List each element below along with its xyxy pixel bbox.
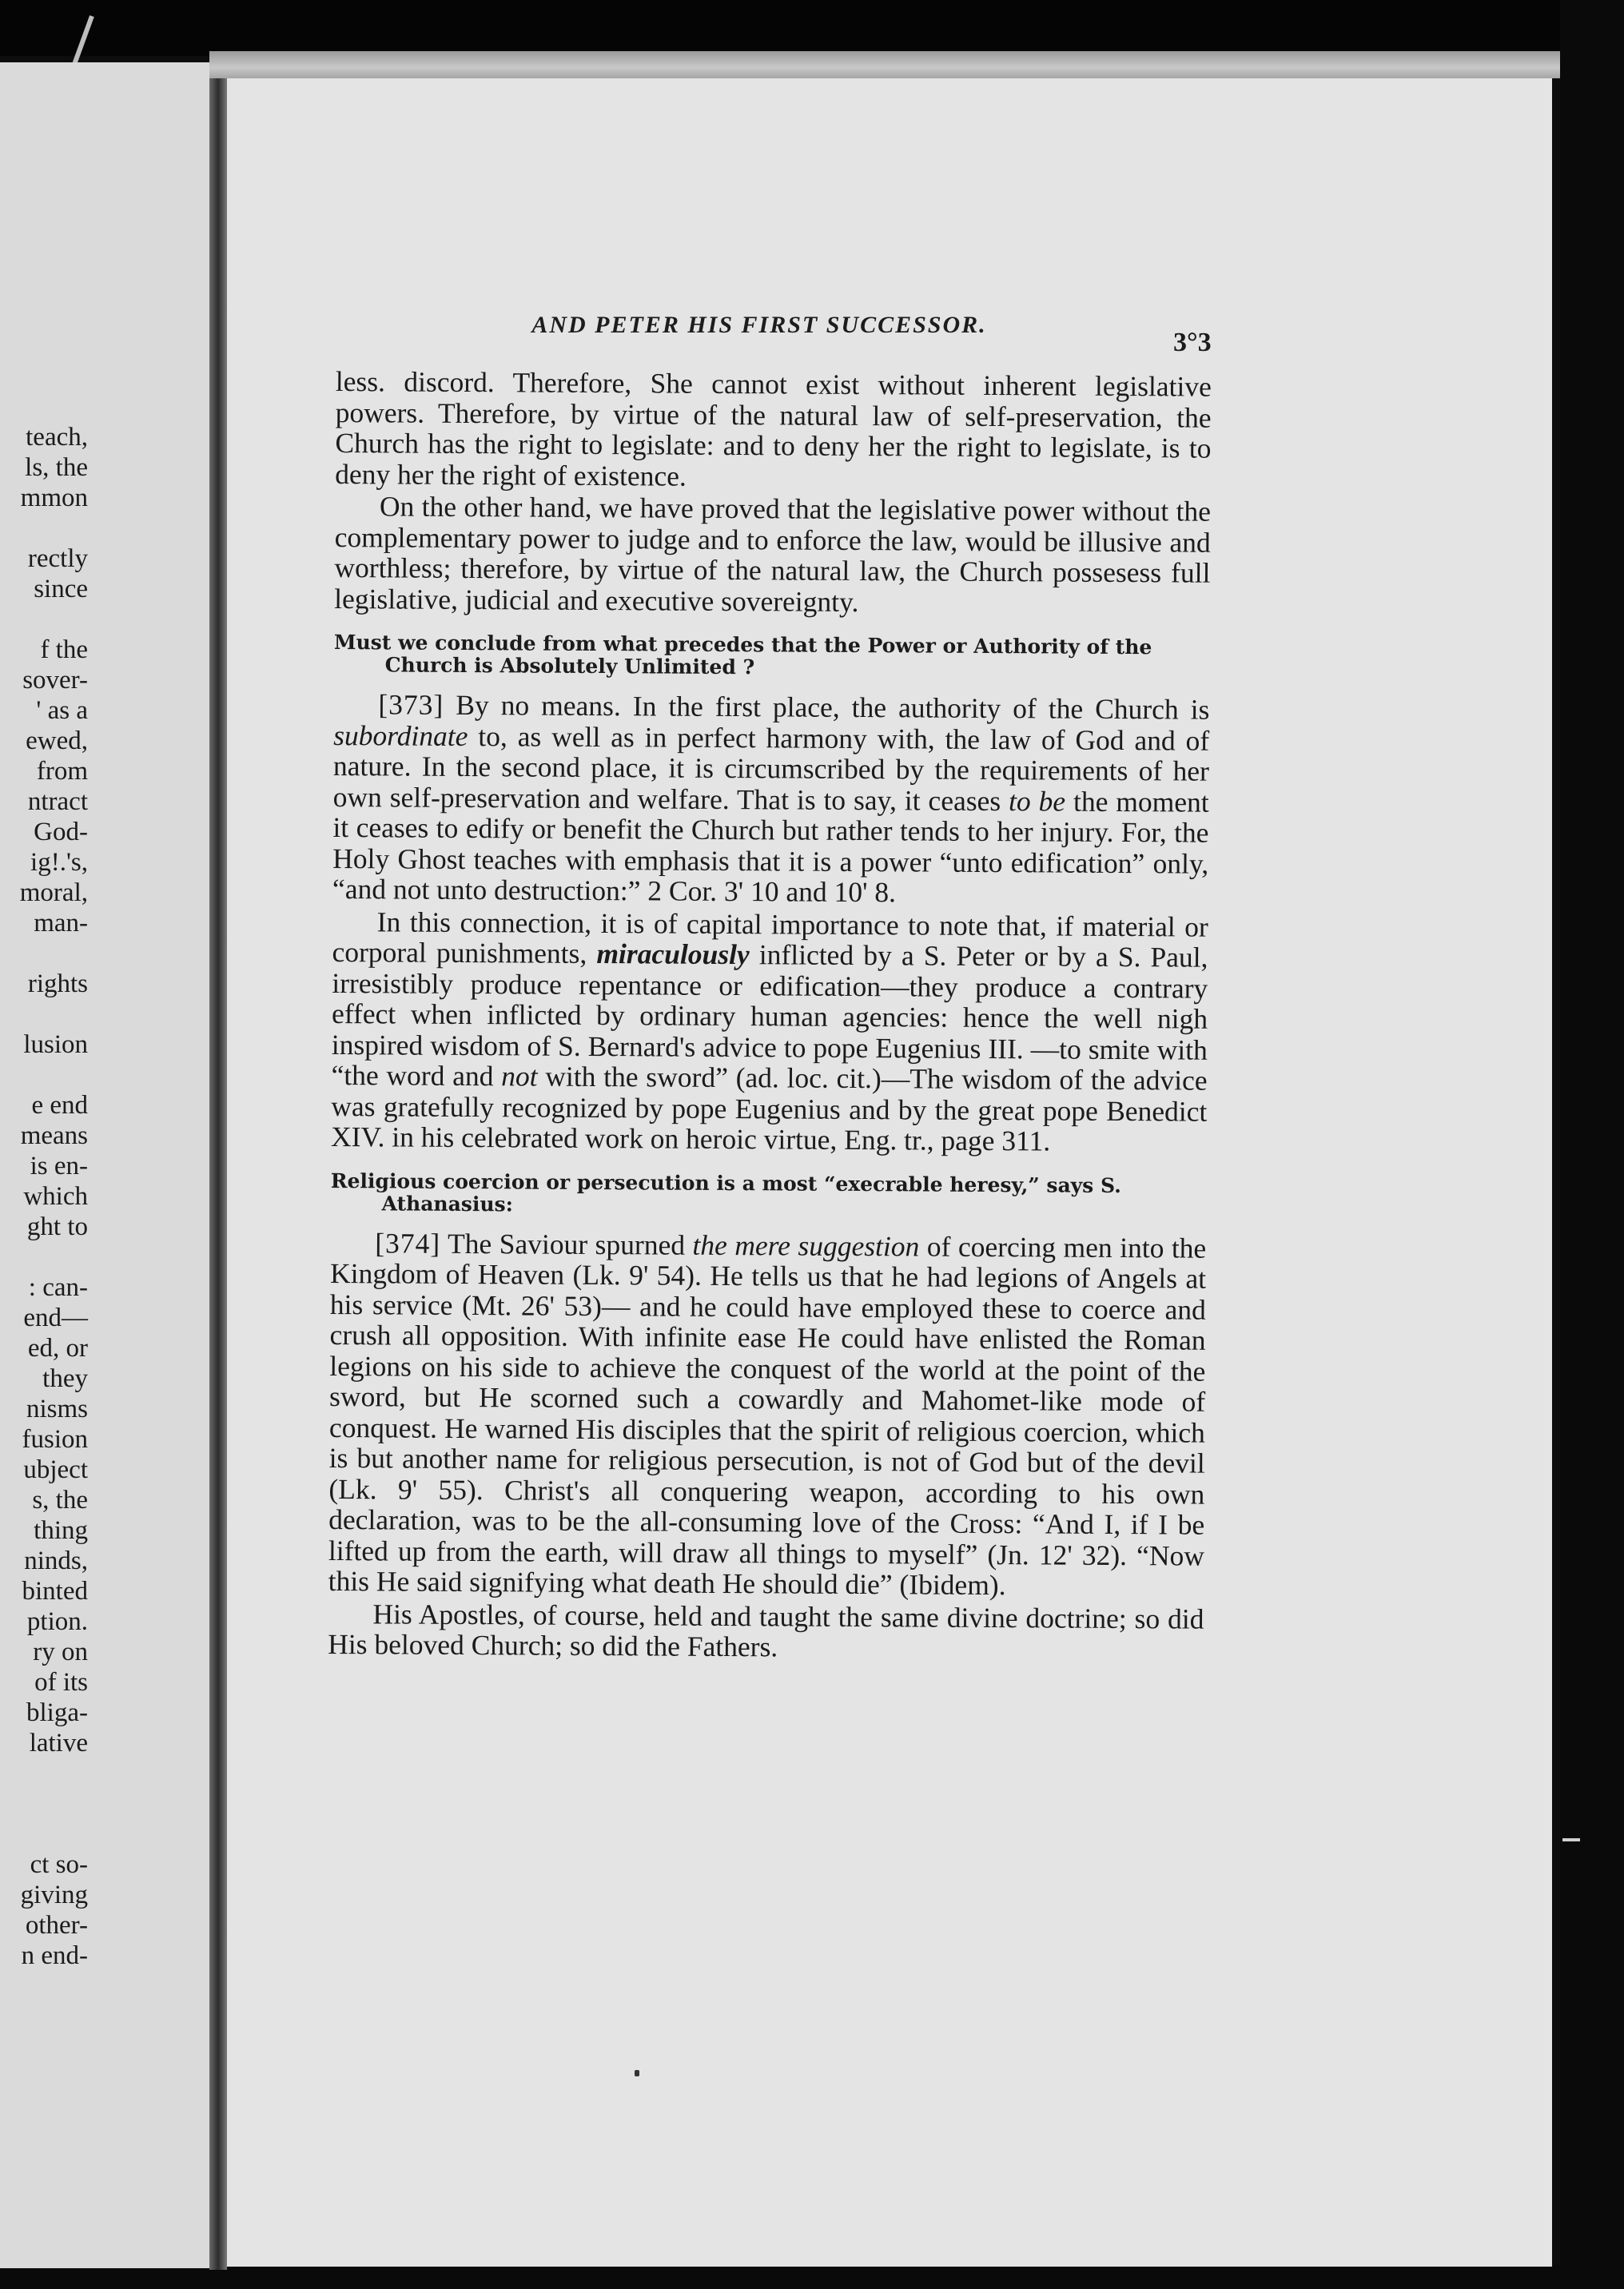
scan-top-border xyxy=(0,0,1624,56)
previous-page-line: ght to xyxy=(26,1212,88,1241)
previous-page-line: thing xyxy=(34,1516,88,1545)
paragraph: less. discord. Therefore, She cannot exist without inherent legislative powers. Therefore, by virtue of the natural law of self-preservation, the Church has the right to legislate: and to deny her the right to legislate, is to deny her the right of existence. xyxy=(335,365,1212,492)
ink-speck xyxy=(635,2070,639,2076)
paragraph-number: [373] xyxy=(378,688,444,721)
previous-page-line: mmon xyxy=(20,484,88,512)
paragraph xyxy=(332,689,1210,910)
previous-page-line: which xyxy=(23,1182,88,1211)
previous-page-line: rectly xyxy=(27,544,88,573)
previous-page-line: God- xyxy=(34,818,88,846)
previous-page-line: fusion xyxy=(22,1425,88,1454)
previous-page-line: man- xyxy=(34,909,88,937)
book-gutter xyxy=(209,72,227,2270)
previous-page-line: ed, or xyxy=(27,1334,88,1363)
running-head: AND PETER HIS FIRST SUCCESSOR. xyxy=(531,312,987,338)
emphasis: subordinate xyxy=(333,719,468,752)
previous-page xyxy=(0,62,222,2268)
previous-page-line: ig!.'s, xyxy=(30,848,88,877)
page-top-edge xyxy=(209,51,1560,78)
previous-page-line: end— xyxy=(23,1304,88,1332)
text-run: In this connection, it is of capital importance to note that, if material or corporal punishments, xyxy=(332,905,1208,970)
previous-page-line: moral, xyxy=(19,878,88,907)
previous-page-line: ption. xyxy=(26,1607,88,1636)
previous-page-line: teach, xyxy=(26,423,88,452)
previous-page-line xyxy=(0,513,88,543)
emphasis: to be xyxy=(1008,784,1066,818)
previous-page-line xyxy=(0,1819,88,1849)
previous-page-line: lative xyxy=(29,1729,88,1758)
text-run: the moment it ceases to edify or benefit the Church but rather tends to her injury. For, the Holy Ghost teaches with emphasis that it is a power “unto edification” only, “and not unto destruction:” 2 Cor. 3' 10 and 10' 8. xyxy=(332,785,1209,909)
previous-page-line xyxy=(0,1758,88,1789)
previous-page-line: : can- xyxy=(28,1273,88,1302)
previous-page-line: sover- xyxy=(22,666,88,695)
previous-page-line: lusion xyxy=(23,1030,88,1059)
previous-page-line xyxy=(0,1242,88,1272)
page-number: 3°3 xyxy=(1173,328,1212,357)
previous-page-text xyxy=(0,422,88,1971)
previous-page-line: ry on xyxy=(33,1638,88,1666)
emphasis: not xyxy=(501,1060,538,1093)
previous-page-line: they xyxy=(42,1364,88,1393)
previous-page-line: nisms xyxy=(26,1395,88,1423)
paragraph xyxy=(328,1227,1207,1602)
previous-page-line: f the xyxy=(40,635,88,664)
previous-page-line: ntract xyxy=(27,787,88,816)
text-run: By no means. In the first place, the authority of the Church is xyxy=(444,688,1210,726)
section-heading xyxy=(334,631,1210,682)
previous-page-line: e end xyxy=(31,1091,88,1120)
section-heading-line: Church is Absolutely Unlimited ? xyxy=(384,653,755,679)
previous-page-line: means xyxy=(20,1121,88,1150)
text-run: of coercing men into the Kingdom of Heaven (Lk. 9' 54). He tells us that he had legions of Angels at his service (Mt. 26' 53)— and he could have employed these to coerce and crush all opposition. With infinite ease He could have enlisted the Roman legions on his side to achieve the conquest of the world at the point of the sword, but He scorned such a cowardly and Mahomet-like mode of conquest. He warned His disciples that the spirit of religious coercion, which is but another name for religious persecution, is not of God but of the devil (Lk. 9' 55). Christ's all conquering weapon, according to his own declaration, was to be the all-consuming love of the Cross: “And I, if I be lifted up from the earth, will draw all things to myself” (Jn. 12' 32). “Now this He said signifying what death He should die” (Ibidem). xyxy=(328,1229,1207,1602)
paragraph xyxy=(331,906,1208,1157)
previous-page-line: ls, the xyxy=(25,453,88,482)
emphasis: the mere suggestion xyxy=(692,1228,920,1262)
text-run: The Saviour spurned xyxy=(440,1227,693,1261)
scan-bottom-border xyxy=(0,2265,1624,2289)
text-run: inflicted by a S. Peter or by a S. Paul, irresistibly produce repentance or edification—they produce a contrary effect when inflicted by ordinary human agencies: hence the well nigh inspired wisdom of S. Bernard's advice to pope Eugenius III. —to smite with “the word and xyxy=(331,938,1208,1093)
previous-page-line xyxy=(0,1060,88,1090)
text-run: with the sword” (ad. loc. cit.)—The wisdom of the advice was gratefully recognized by pope Eugenius and by the great pope Benedict XIV. in his celebrated work on heroic virtue, Eng. tr., page 311. xyxy=(330,1060,1208,1157)
previous-page-line: of its xyxy=(34,1668,88,1697)
section-heading-line: Athanasius: xyxy=(381,1191,514,1216)
previous-page-line: giving xyxy=(20,1881,88,1909)
paragraph: On the other hand, we have proved that the legislative power without the complementary power to judge and to enforce the law, would be illusive and worthless; therefore, by virtue of the natural law, the Church possesess full legislative, judicial and executive sovereignty. xyxy=(334,490,1212,618)
previous-page-line xyxy=(0,1789,88,1819)
previous-page-line: rights xyxy=(27,969,88,998)
previous-page-line xyxy=(0,604,88,635)
body-text xyxy=(328,366,1212,1666)
previous-page-line xyxy=(0,999,88,1029)
previous-page-line: ct so- xyxy=(30,1850,88,1879)
previous-page-line: n end- xyxy=(21,1941,88,1970)
previous-page-line: ubject xyxy=(23,1455,88,1484)
previous-page-line: binted xyxy=(22,1577,88,1606)
previous-page-line: bliga- xyxy=(26,1698,88,1727)
section-heading-line: Must we conclude from what precedes that the Power or Authority of the xyxy=(333,630,1152,659)
scan-right-border xyxy=(1560,0,1624,2289)
previous-page-line: ' as a xyxy=(36,696,88,725)
scan-mark xyxy=(1562,1838,1580,1841)
previous-page-line: other- xyxy=(25,1911,88,1940)
previous-page-line: from xyxy=(36,757,88,786)
previous-page-line: ninds, xyxy=(24,1547,88,1575)
previous-page-line: since xyxy=(34,575,88,603)
previous-page-line: s, the xyxy=(32,1486,88,1515)
emphasis: miraculously xyxy=(596,937,750,971)
paragraph: His Apostles, of course, held and taught the same divine doctrine; so did His beloved Church; so did the Fathers. xyxy=(328,1597,1204,1663)
section-heading xyxy=(331,1169,1207,1220)
previous-page-line: is en- xyxy=(30,1152,88,1180)
paragraph-number: [374] xyxy=(375,1226,441,1260)
section-heading-line: Religious coercion or persecution is a most “execrable heresy,” says S. xyxy=(330,1168,1121,1197)
previous-page-line xyxy=(0,938,88,969)
text-run: to, as well as in perfect harmony with, the law of God and of nature. In the second place, it is circumscribed by the requirements of her own self-preservation and welfare. That is to say, it ceases xyxy=(332,719,1210,817)
previous-page-line: ewed, xyxy=(26,727,88,755)
